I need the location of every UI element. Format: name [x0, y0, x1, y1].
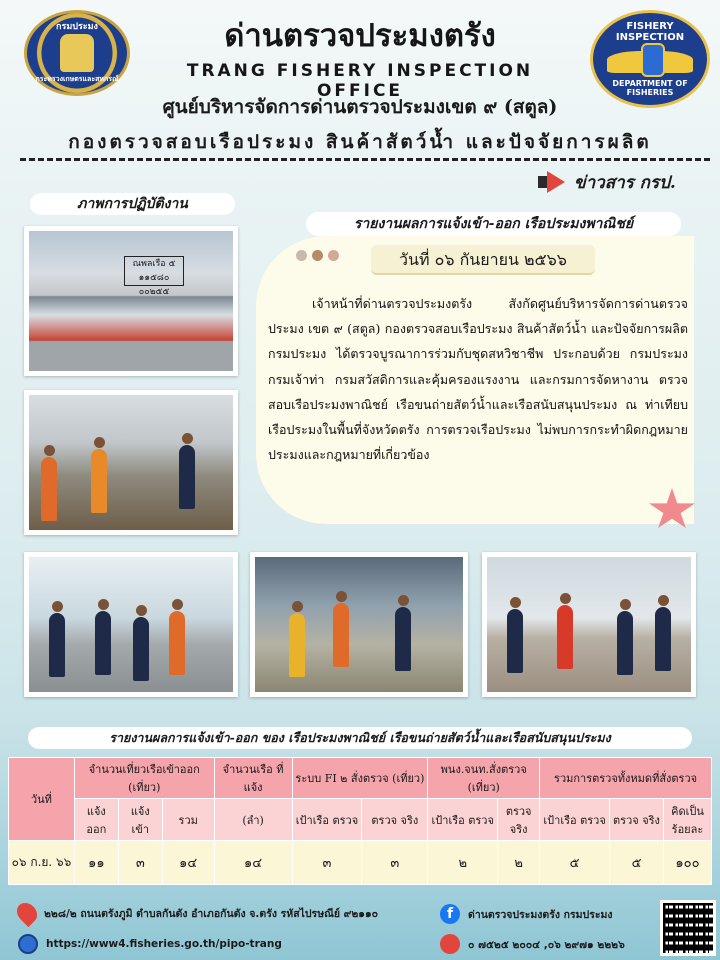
subheader-in: แจ้ง เข้า	[118, 799, 162, 841]
person-figure	[95, 611, 111, 675]
decorative-dots	[296, 250, 339, 261]
phone-text: ๐ ๗๕๒๕ ๒๐๐๔ ,๐๖ ๒๙๗๑ ๒๒๒๖	[468, 938, 625, 951]
logo-right-bottom-text: DEPARTMENT OF FISHERIES	[612, 79, 688, 97]
person-figure	[179, 445, 195, 509]
table-row	[9, 841, 712, 885]
header-fi2: ระบบ FI ๒ สั่งตรวจ (เที่ยว)	[292, 758, 428, 799]
photo-inspection-lineup	[482, 552, 696, 697]
subheader-fi2-target: เป้าเรือ ตรวจ	[292, 799, 362, 841]
facebook-page-link[interactable]: ด่านตรวจประมงตรัง กรมประมง	[468, 908, 613, 921]
dot-icon	[296, 250, 307, 261]
work-photos-title: ภาพการปฏิบัติงาน	[30, 193, 235, 215]
cell-percent: ๑๐๐	[663, 841, 711, 885]
table-title: รายงานผลการแจ้งเข้า-ออก ของ เรือประมงพาณิชย์ เรือขนถ่ายสัตว์น้ำและเรือสนับสนุนประมง	[28, 727, 692, 749]
location-pin-icon	[13, 899, 41, 927]
header-boats: จำนวนเรือ ที่แจ้ง	[214, 758, 292, 799]
header-date: วันที่	[9, 758, 75, 841]
subheader-fi2-actual: ตรวจ จริง	[362, 799, 428, 841]
cell-officer-actual: ๒	[498, 841, 540, 885]
cell-in: ๓	[118, 841, 162, 885]
person-figure	[655, 607, 671, 671]
photo-inspection-documents	[24, 390, 238, 535]
page-title-english: TRANG FISHERY INSPECTION OFFICE	[186, 61, 534, 101]
subheader-percent: คิดเป็น ร้อยละ	[663, 799, 711, 841]
header-officer-order: พนง.จนท.สั่งตรวจ (เที่ยว)	[428, 758, 540, 799]
footer-address	[18, 902, 378, 924]
facebook-icon: f	[440, 904, 460, 924]
hull-label	[124, 256, 184, 297]
cell-total-target: ๕	[540, 841, 610, 885]
page-title: ด่านตรวจประมงตรัง	[224, 18, 496, 54]
news-label: ข่าวสาร กรป.	[574, 172, 676, 193]
subheader-officer-actual: ตรวจ จริง	[498, 799, 540, 841]
website-link[interactable]: https://www4.fisheries.go.th/pipo-trang	[46, 938, 282, 950]
header-total: รวมการตรวจทั้งหมดที่สั่งตรวจ	[540, 758, 712, 799]
qr-code	[660, 900, 716, 956]
footer-phone	[440, 934, 625, 954]
cell-sum: ๑๔	[162, 841, 214, 885]
person-figure	[91, 449, 107, 513]
phone-icon	[440, 934, 460, 954]
subheader-total-target: เป้าเรือ ตรวจ	[540, 799, 610, 841]
cell-total-actual: ๕	[610, 841, 664, 885]
subheader-officer-target: เป้าเรือ ตรวจ	[428, 799, 498, 841]
arrival-departure-table	[8, 757, 712, 885]
report-title: รายงานผลการแจ้งเข้า-ออก เรือประมงพาณิชย์	[306, 212, 681, 236]
cell-fi2-actual: ๓	[362, 841, 428, 885]
division-subtitle: กองตรวจสอบเรือประมง สินค้าสัตว์น้ำ และปัจจัยการผลิต	[68, 131, 652, 153]
report-date: วันที่ ๐๖ กันยายน ๒๕๖๖	[371, 245, 595, 275]
person-figure	[169, 611, 185, 675]
person-figure	[333, 603, 349, 667]
photo-officers-and-crew	[24, 552, 238, 697]
center-subtitle: ศูนย์บริหารจัดการด่านตรวจประมงเขต ๙ (สตูล)	[162, 96, 558, 118]
subheader-total-actual: ตรวจ จริง	[610, 799, 664, 841]
footer-facebook[interactable]	[440, 904, 613, 924]
person-figure	[49, 613, 65, 677]
logo-left-top-text: กรมประมง	[56, 22, 98, 32]
address-text: ๒๒๘/๒ ถนนตรังภูมิ ตำบลกันตัง อำเภอกันตัง จ.ตรัง รหัสไปรษณีย์ ๙๒๑๑๐	[44, 907, 379, 920]
footer-website[interactable]	[18, 934, 282, 954]
cell-out: ๑๑	[74, 841, 118, 885]
news-tag	[538, 168, 676, 196]
department-of-fisheries-logo	[24, 10, 130, 96]
person-figure	[395, 607, 411, 671]
subheader-unit: (ลำ)	[214, 799, 292, 841]
person-figure	[133, 617, 149, 681]
subheader-sum: รวม	[162, 799, 214, 841]
person-figure	[557, 605, 573, 669]
photo-crew-in-life-vests	[250, 552, 468, 697]
photo-fishing-boat	[24, 226, 238, 376]
person-figure	[617, 611, 633, 675]
person-figure	[41, 457, 57, 521]
globe-icon	[18, 934, 38, 954]
person-figure	[507, 609, 523, 673]
dot-icon	[328, 250, 339, 261]
megaphone-icon	[538, 171, 568, 193]
subheader-out: แจ้ง ออก	[74, 799, 118, 841]
cell-boats: ๑๔	[214, 841, 292, 885]
header-divider	[20, 158, 710, 161]
header-trips: จำนวนเที่ยวเรือเข้าออก (เที่ยว)	[74, 758, 214, 799]
logo-left-bottom-text: กระทรวงเกษตรและสหกรณ์	[35, 75, 119, 83]
shield-icon	[641, 43, 665, 77]
cell-fi2-target: ๓	[292, 841, 362, 885]
hull-name: ณพลเรือ ๕	[132, 259, 176, 269]
logo-right-top-text: FISHERY INSPECTION	[615, 21, 685, 43]
person-figure	[289, 613, 305, 677]
emblem-icon	[60, 34, 94, 72]
dot-icon	[312, 250, 323, 261]
cell-date: ๐๖ ก.ย. ๖๖	[9, 841, 75, 885]
cell-officer-target: ๒	[428, 841, 498, 885]
fishery-inspection-logo	[590, 10, 710, 108]
hull-number: ๑๑๕๘๐ ๐๐๒๕๕	[138, 273, 170, 297]
report-body: เจ้าหน้าที่ด่านตรวจประมงตรัง สังกัดศูนย์บริหารจัดการด่านตรวจประมง เขต ๙ (สตูล) กองตรวจสอบเรือประมง สินค้าสัตว์น้ำ และปัจจัยการผลิต กรมประมง ได้ตรวจบูรณาการร่วมกับชุดสหวิชาชีพ ประกอบด้วย กรมประมง กรมเจ้าท่า กรมสวัสดิการและคุ้มครองแรงงาน และกรมการจัดหางาน ตรวจสอบเรือประมงพาณิชย์ เรือขนถ่ายสัตว์น้ำและเรือสนับสนุนประมง ณ ท่าเทียบเรือประมงในพื้นที่จังหวัดตรัง การตรวจเรือประมง ไม่พบการกระทำผิดกฎหมายประมงและกฎหมายที่เกี่ยวข้อง	[268, 296, 688, 463]
